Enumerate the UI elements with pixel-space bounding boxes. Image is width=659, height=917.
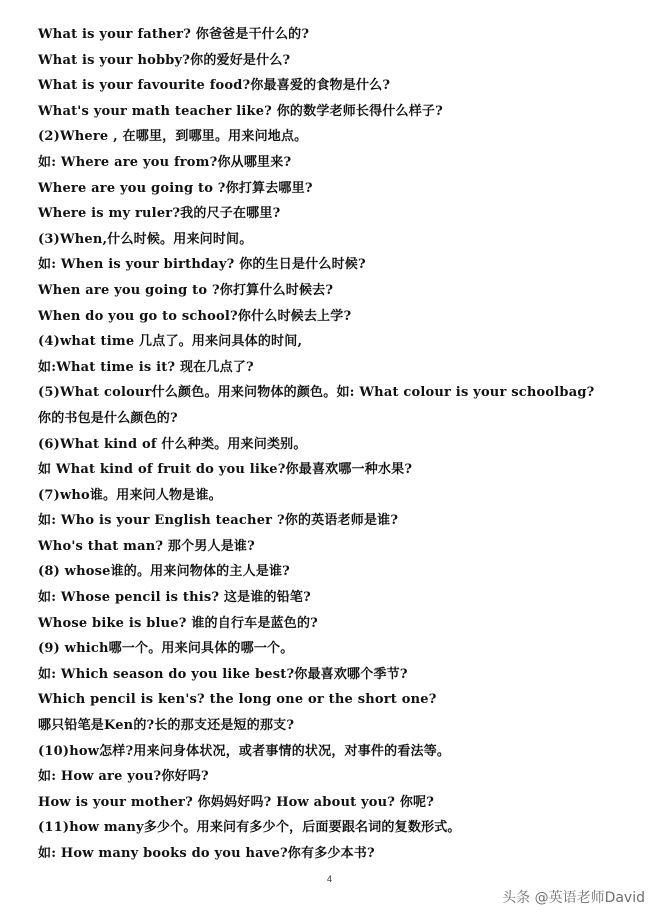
text-line: (8) whose谁的。用来问物体的主人是谁?	[38, 564, 290, 580]
text-line: What is your hobby?你的爱好是什么?	[38, 52, 291, 68]
text-line: (11)how many多少个。用来问有多少个，后面要跟名词的复数形式。	[38, 820, 461, 836]
text-line: 如: Where are you from?你从哪里来?	[38, 154, 292, 170]
text-line: 如: Who is your English teacher ?你的英语老师是谁?	[38, 513, 399, 529]
watermark: 头条 @英语老师David	[502, 890, 645, 906]
text-line: (7)who谁。用来问人物是谁。	[38, 487, 222, 503]
text-line: 哪只铅笔是Ken的?长的那支还是短的那支?	[38, 718, 295, 734]
text-line: What's your math teacher like? 你的数学老师长得什么样子?	[38, 103, 443, 119]
text-line: (3)When,什么时候。用来问时间。	[38, 231, 253, 247]
text-line: Which pencil is ken's? the long one or the short one?	[38, 692, 437, 708]
text-line: (6)What kind of 什么种类。用来问类别。	[38, 436, 307, 452]
text-line: (2)Where , 在哪里，到哪里。用来问地点。	[38, 129, 308, 145]
page-number: 4	[327, 874, 333, 884]
text-line: When do you go to school?你什么时候去上学?	[38, 308, 352, 324]
text-line: 如: Which season do you like best?你最喜欢哪个季节?	[38, 666, 408, 682]
text-line: 如: How many books do you have?你有多少本书?	[38, 846, 375, 861]
text-line: (5)What colour什么颜色。用来问物体的颜色。如: What colour is your schoolbag?	[38, 385, 595, 401]
text-line: (4)what time 几点了。用来问具体的时间,	[38, 334, 303, 350]
document-body	[38, 22, 638, 867]
text-line: Who's that man? 那个男人是谁?	[38, 538, 255, 554]
text-line: How is your mother? 你妈妈好吗? How about you? 你呢?	[38, 794, 435, 810]
text-line: 如 What kind of fruit do you like?你最喜欢哪一种水果?	[38, 462, 413, 478]
text-line: When are you going to ?你打算什么时候去?	[38, 282, 334, 298]
text-line: 你的书包是什么颜色的?	[38, 410, 178, 426]
text-line: Where are you going to ?你打算去哪里?	[38, 180, 313, 196]
text-line: 如: When is your birthday? 你的生日是什么时候?	[38, 257, 366, 273]
text-line: (10)how怎样?用来问身体状况，或者事情的状况，对事件的看法等。	[38, 743, 451, 759]
text-line: (9) which哪一个。用来问具体的哪一个。	[38, 641, 294, 657]
text-line: 如:What time is it? 现在几点了?	[38, 359, 254, 375]
text-line: Where is my ruler?我的尺子在哪里?	[38, 206, 281, 222]
text-line: Whose bike is blue? 谁的自行车是蓝色的?	[38, 615, 318, 631]
text-line: What is your father? 你爸爸是干什么的?	[38, 27, 310, 42]
text-line: 如: How are you?你好吗?	[38, 769, 209, 785]
text-line: What is your favourite food?你最喜爱的食物是什么?	[38, 78, 391, 94]
text-line: 如: Whose pencil is this? 这是谁的铅笔?	[38, 590, 311, 606]
